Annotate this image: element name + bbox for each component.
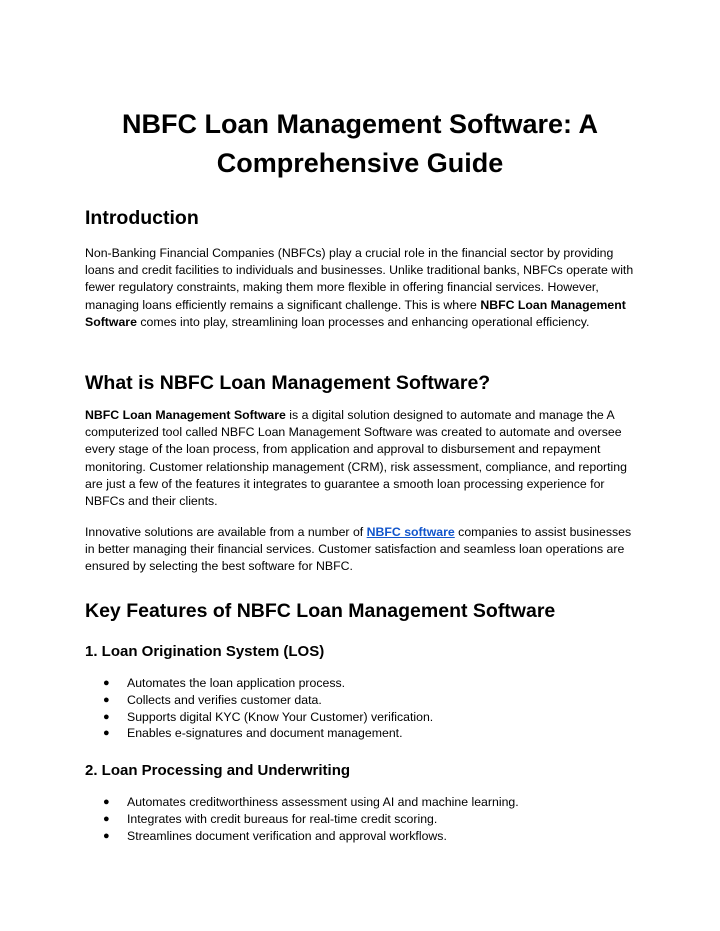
key-features-heading: Key Features of NBFC Loan Management Software [85,600,556,622]
bullet-icon: ● [103,812,110,825]
introduction-paragraph [85,245,635,331]
intro-text-before: Non-Banking Financial Companies (NBFCs) play a crucial role in the financial sector by providing loans and credit facilities to individuals and businesses. Unlike traditional banks, NBFCs operate with fewer regulatory constraints, making them more flexible in offering financial services. However, managing loans efficiently remains a significant challenge. This is where [85,246,634,312]
what-is-bold-term: NBFC Loan Management Software [85,408,286,422]
list-item [85,675,635,692]
underwriting-bullet-list [85,794,635,844]
page-title-line-2: Comprehensive Guide [216,148,504,178]
introduction-heading: Introduction [85,207,199,229]
list-item-text: Streamlines document verification and approval workflows. [127,828,447,843]
bullet-icon: ● [103,727,110,740]
p2-text-before: Innovative solutions are available from a number of [85,525,367,539]
p2-text-after: companies to assist businesses in better managing their financial services. Customer satisfaction and seamless loan operations are ensured by selecting the best software for NBFC. [85,525,632,574]
list-item-text: Automates creditworthiness assessment using AI and machine learning. [127,795,519,809]
bullet-icon: ● [103,829,110,842]
list-item-text: Supports digital KYC (Know Your Customer) verification. [127,709,434,724]
list-item-text: Integrates with credit bureaus for real-time credit scoring. [127,811,438,826]
bullet-icon: ● [103,677,110,689]
intro-bold-term: NBFC Loan Management Software [85,297,626,329]
list-item-text: Enables e-signatures and document management. [127,726,403,741]
bullet-icon: ● [103,710,110,723]
list-item [85,811,635,828]
list-item [85,692,635,709]
los-subheading: 1. Loan Origination System (LOS) [85,643,325,660]
list-item [85,794,635,811]
los-bullet-list [85,675,635,742]
what-is-paragraph-2 [85,524,635,576]
list-item-text: Automates the loan application process. [127,676,346,690]
bullet-icon: ● [103,693,110,706]
bullet-icon: ● [103,796,110,808]
underwriting-subheading: 2. Loan Processing and Underwriting [85,762,351,779]
what-is-text: is a digital solution designed to automate and manage the A computerized tool called NBFC Loan Management Software was created to automate and oversee every stage of the loan process, from application and approval to disbursement and repayment monitoring. Customer relationship management (CRM), risk assessment, compliance, and reporting are just a few of the features it integrates to guarantee a smooth loan processing experience for NBFCs and their clients. [85,408,627,509]
page-title-line-1: NBFC Loan Management Software: A [121,109,599,139]
list-item [85,828,635,845]
what-is-paragraph-1 [85,407,635,510]
page-title [85,105,635,183]
list-item [85,725,635,742]
list-item-text: Collects and verifies customer data. [127,692,322,707]
intro-text-after: comes into play, streamlining loan processes and enhancing operational efficiency. [136,314,590,329]
what-is-heading: What is NBFC Loan Management Software? [85,372,491,394]
nbfc-software-link[interactable]: NBFC software [366,525,455,539]
list-item [85,709,635,726]
